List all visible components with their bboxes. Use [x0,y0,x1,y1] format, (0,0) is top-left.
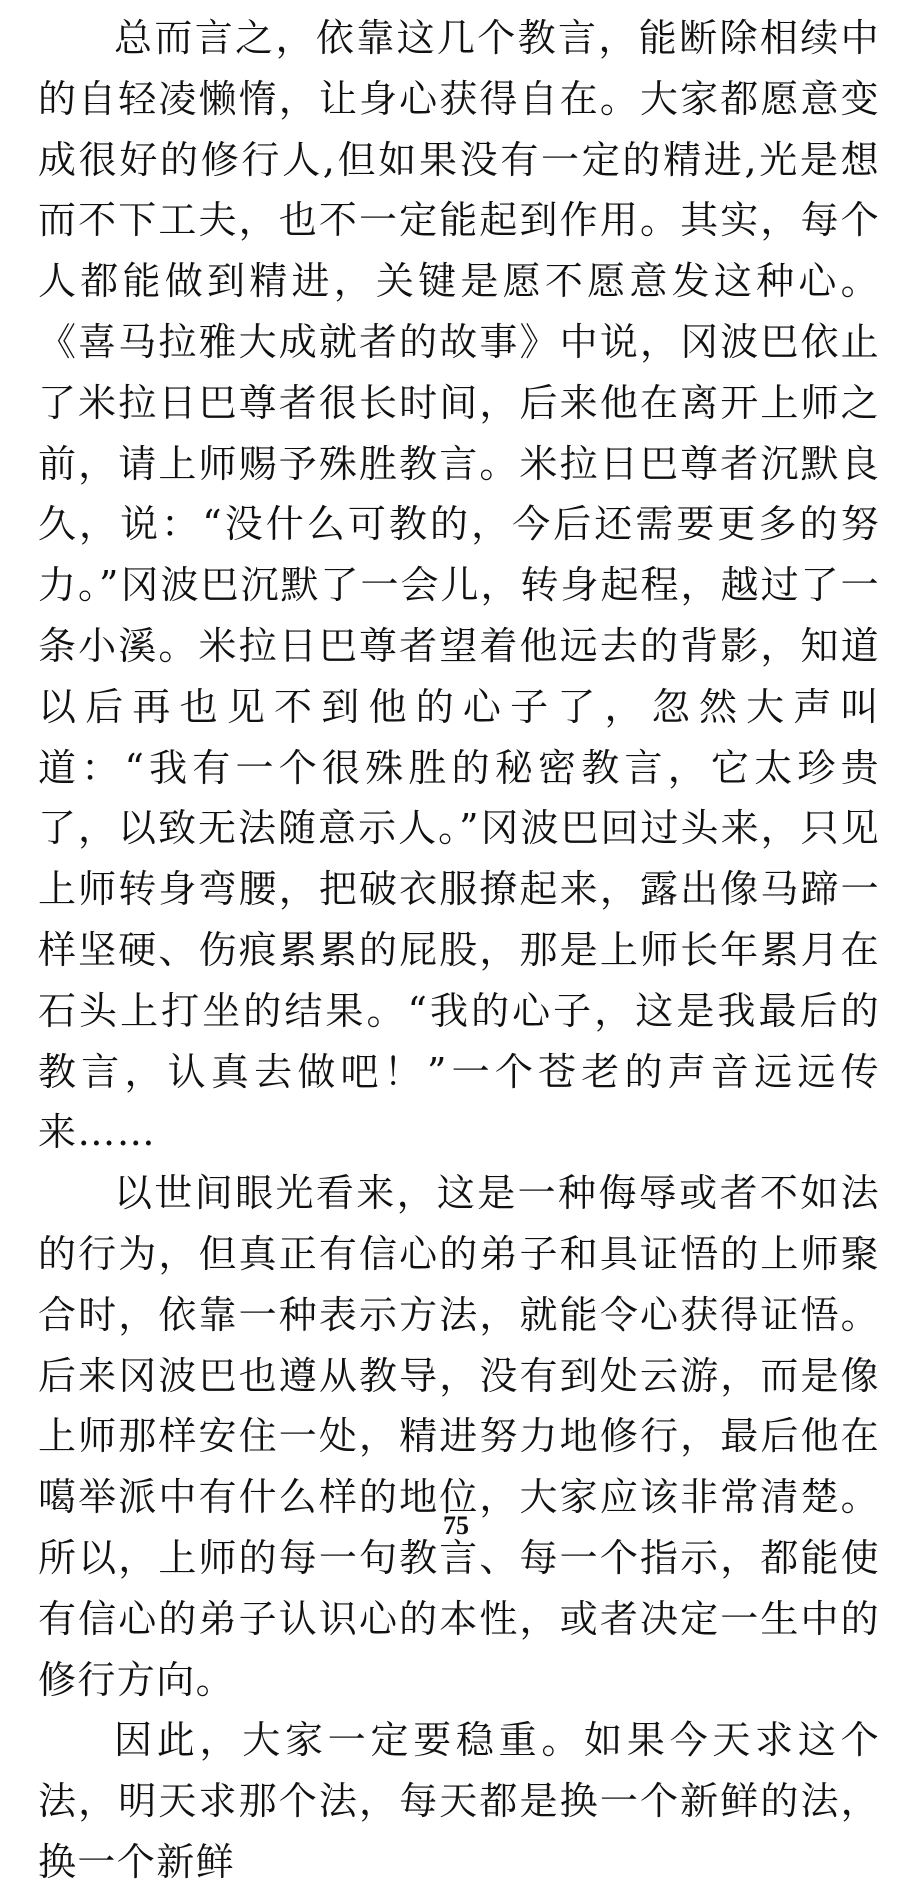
page-body [38,8,880,1893]
paragraph: 总而言之，依靠这几个教言，能断除相续中的自轻凌懒惰，让身心获得自在。大家都愿意变成很好的修行人,但如果没有一定的精进,光是想而不下工夫，也不一定能起到作用。其实，每个人都能做到精进，关键是愿不愿意发这种心。《喜马拉雅大成就者的故事》中说，冈波巴依止了米拉日巴尊者很长时间，后来他在离开上师之前，请上师赐予殊胜教言。米拉日巴尊者沉默良久，说：“没什么可教的，今后还需要更多的努力。”冈波巴沉默了一会儿，转身起程，越过了一条小溪。米拉日巴尊者望着他远去的背影，知道以后再也见不到他的心子了，忽然大声叫道：“我有一个很殊胜的秘密教言，它太珍贵了，以致无法随意示人。”冈波巴回过头来，只见上师转身弯腰，把破衣服撩起来，露出像马蹄一样坚硬、伤痕累累的屁股，那是上师长年累月在石头上打坐的结果。“我的心子，这是我最后的教言，认真去做吧！”一个苍老的声音远远传来…… [38,16,880,1155]
paragraph: 以世间眼光看来，这是一种侮辱或者不如法的行为，但真正有信心的弟子和具证悟的上师聚合时，依靠一种表示方法，就能令心获得证悟。后来冈波巴也遵从教导，没有到处云游，而是像上师那样安住一处，精进努力地修行，最后他在噶举派中有什么样的地位，大家应该非常清楚。所以，上师的每一句教言、每一个指示，都能使有信心的弟子认识心的本性，或者决定一生中的修行方向。 [38,1171,880,1702]
page-number: 75 [443,1511,469,1540]
paragraph: 因此，大家一定要稳重。如果今天求这个法，明天求那个法，每天都是换一个新鲜的法，换一个新鲜 [38,1718,880,1884]
